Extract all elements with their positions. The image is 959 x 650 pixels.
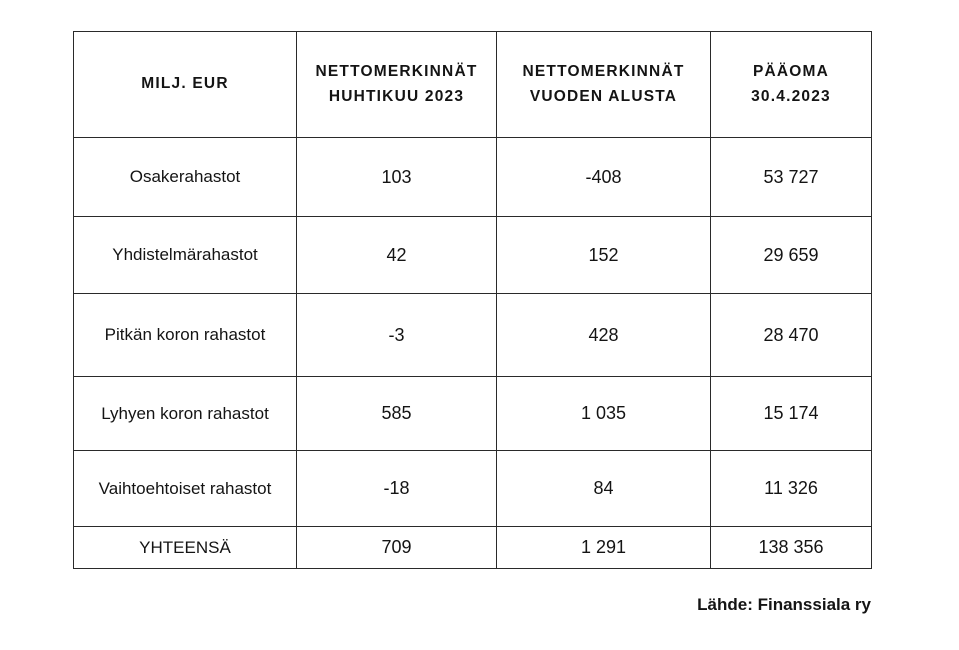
cell-net-april: 585: [297, 377, 497, 451]
cell-capital: 28 470: [711, 294, 872, 377]
header-net-april: [297, 32, 497, 138]
table-row: [74, 451, 872, 527]
header-unit-label: MILJ. EUR: [141, 75, 229, 93]
cell-capital: 11 326: [711, 451, 872, 527]
cell-net-april: 103: [297, 138, 497, 217]
total-net-april: 709: [297, 527, 497, 569]
header-net-ytd-line2: VUODEN ALUSTA: [529, 87, 678, 105]
row-label: Pitkän koron rahastot: [74, 294, 297, 377]
cell-capital: 29 659: [711, 217, 872, 294]
cell-net-april: 42: [297, 217, 497, 294]
header-capital: [711, 32, 872, 138]
header-capital-line2: 30.4.2023: [751, 87, 831, 105]
header-net-ytd: [497, 32, 711, 138]
total-label: YHTEENSÄ: [74, 527, 297, 569]
row-label: Lyhyen koron rahastot: [74, 377, 297, 451]
row-label: Vaihtoehtoiset rahastot: [74, 451, 297, 527]
cell-net-april: -3: [297, 294, 497, 377]
cell-net-ytd: 84: [497, 451, 711, 527]
header-unit: [74, 32, 297, 138]
total-capital: 138 356: [711, 527, 872, 569]
cell-capital: 15 174: [711, 377, 872, 451]
fund-subscriptions-table: [73, 31, 872, 569]
header-net-april-line2: HUHTIKUU 2023: [328, 87, 465, 105]
header-net-ytd-line1: NETTOMERKINNÄT: [522, 63, 685, 81]
table-row: [74, 377, 872, 451]
cell-net-ytd: -408: [497, 138, 711, 217]
source-note: Lähde: Finanssiala ry: [697, 595, 871, 614]
row-label: Yhdistelmärahastot: [74, 217, 297, 294]
cell-capital: 53 727: [711, 138, 872, 217]
table-row: [74, 217, 872, 294]
cell-net-ytd: 1 035: [497, 377, 711, 451]
table-row: [74, 294, 872, 377]
cell-net-ytd: 152: [497, 217, 711, 294]
header-net-april-line1: NETTOMERKINNÄT: [315, 63, 478, 81]
row-label: Osakerahastot: [74, 138, 297, 217]
header-capital-line1: PÄÄOMA: [752, 63, 830, 81]
table-row: [74, 138, 872, 217]
cell-net-ytd: 428: [497, 294, 711, 377]
total-row: [74, 527, 872, 569]
header-row: [74, 32, 872, 138]
total-net-ytd: 1 291: [497, 527, 711, 569]
cell-net-april: -18: [297, 451, 497, 527]
